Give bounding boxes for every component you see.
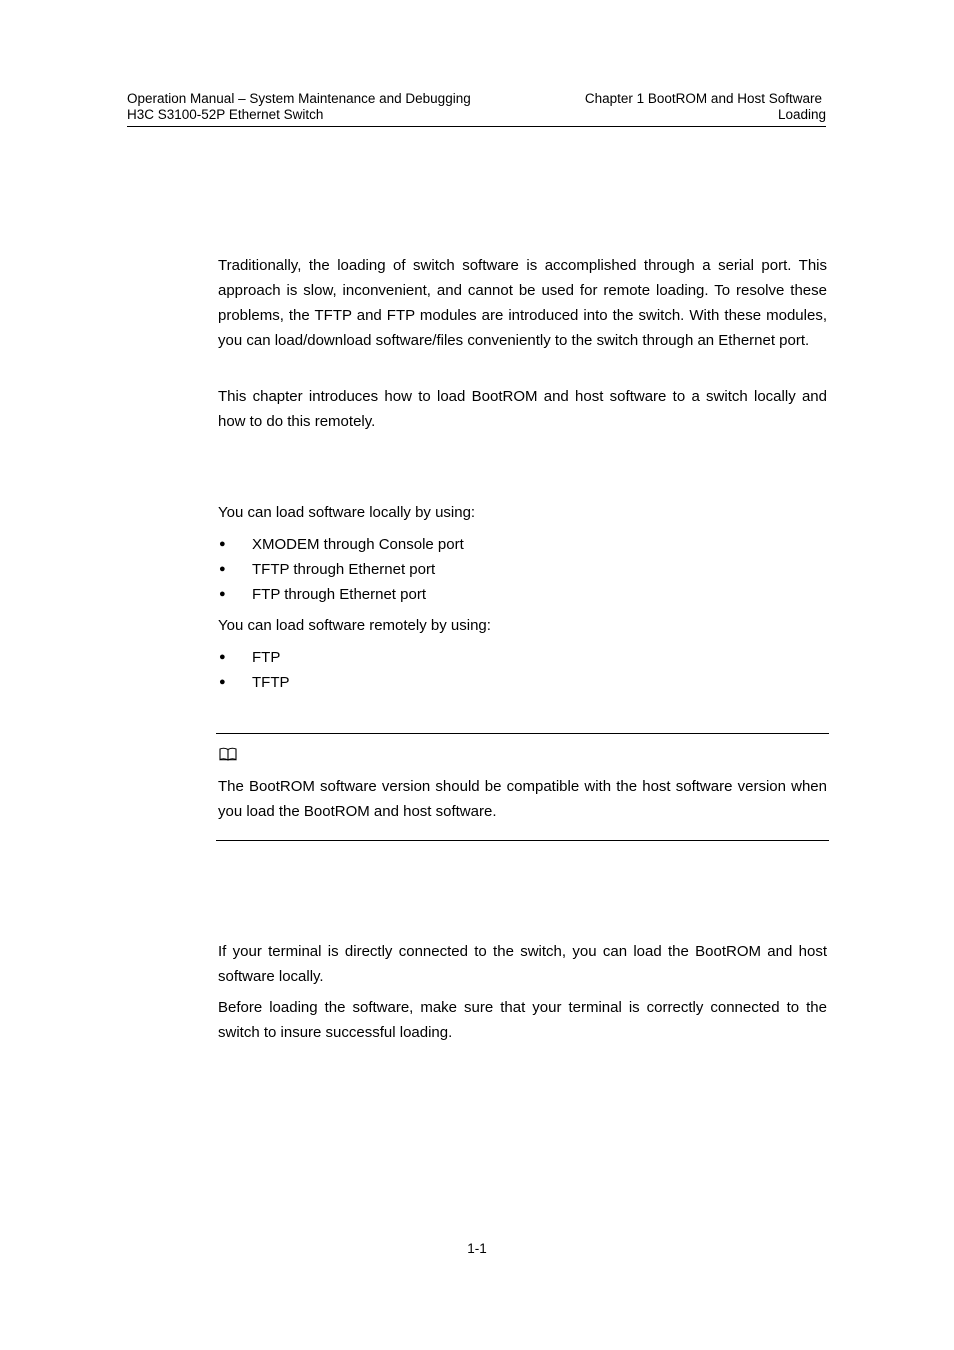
remote-methods-intro: You can load software remotely by using: [218,617,491,634]
bullet-icon: ● [219,538,226,550]
list-item-text: FTP [252,649,281,666]
note-text: The BootROM software version should be compatible with the host software version when you load the BootROM and host software. [218,778,827,820]
manual-title: Operation Manual – System Maintenance and Debugging [127,91,471,106]
intro-paragraph-2: This chapter introduces how to load BootROM and host software to a switch locally and how to do this remotely. [218,388,827,430]
list-item [218,532,827,557]
list-item [218,670,827,695]
intro-paragraph-1: Traditionally, the loading of switch software is accomplished through a serial port. This approach is slow, inconvenient, and cannot be used for remote loading. To resolve these problems, the TFTP and FTP modules are introduced into the switch. With these modules, you can load/download software/files conveniently to the switch through an Ethernet port. [218,257,827,349]
note-bottom-divider [216,840,829,841]
list-item-text: FTP through Ethernet port [252,586,426,603]
bullet-icon: ● [219,563,226,575]
list-item [218,557,827,582]
bullet-icon: ● [219,651,226,663]
page-number: 1-1 [467,1241,487,1256]
bullet-icon: ● [219,588,226,600]
header-left [127,91,471,123]
chapter-title-continued: Loading [777,107,826,122]
local-section-paragraph-2: Before loading the software, make sure that your terminal is correctly connected to the switch to insure successful loading. [218,999,827,1041]
book-icon [219,747,237,761]
local-section-paragraph-1: If your terminal is directly connected to the switch, you can load the BootROM and host software locally. [218,943,827,985]
list-item-text: TFTP [252,674,290,691]
note-top-divider [216,733,829,734]
list-item-text: TFTP through Ethernet port [252,561,436,578]
product-name: H3C S3100-52P Ethernet Switch [127,107,324,122]
page-header [127,90,826,127]
header-right [585,91,826,123]
list-item-text: XMODEM through Console port [252,536,464,553]
list-item [218,645,827,670]
list-item [218,582,827,607]
chapter-title: Chapter 1 BootROM and Host Software [584,91,822,106]
bullet-icon: ● [219,676,226,688]
local-methods-intro: You can load software locally by using: [218,504,476,521]
